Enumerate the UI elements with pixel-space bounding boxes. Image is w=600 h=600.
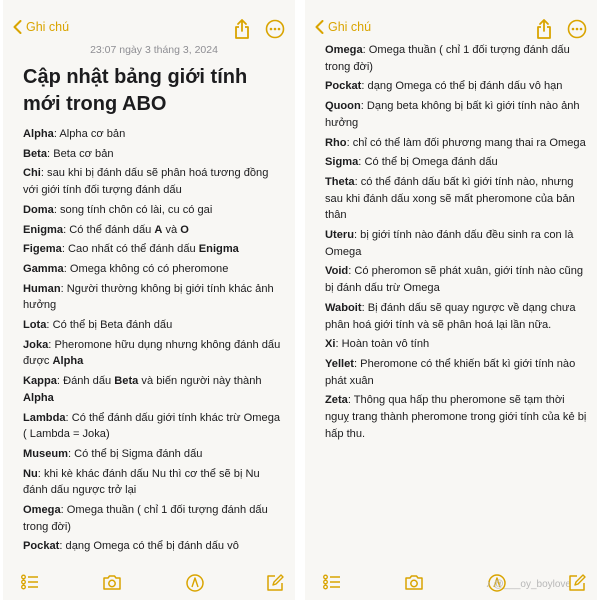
entry-emphasis: Beta	[114, 375, 139, 388]
entry-joka	[23, 337, 285, 370]
entry-description: : Alpha cơ bản	[53, 128, 126, 140]
entry-emphasis: A	[154, 223, 163, 236]
bottom-toolbar	[3, 564, 295, 600]
entry-description: : Có thể đánh dấu	[63, 223, 155, 236]
entry-theta	[325, 174, 587, 224]
entry-enigma	[23, 222, 285, 239]
entry-description: : Người thường không bị giới tính khác ảnh hưởng	[23, 282, 274, 312]
entry-lota	[23, 317, 285, 334]
entry-description: : dạng Omega có thể bị đánh dấu vô hạn	[361, 80, 563, 93]
entry-term: Uteru	[325, 229, 354, 242]
entry-description: : Omega không có có pheromone	[63, 262, 229, 275]
entry-emphasis: Enigma	[198, 243, 239, 256]
entry-description: : Cao nhất có thể đánh dấu	[61, 243, 199, 256]
entry-sigma	[325, 154, 587, 171]
entry-quoon	[325, 98, 587, 131]
entry-term: Theta	[325, 175, 355, 188]
entry-term: Yellet	[325, 357, 354, 370]
entry-term: Void	[325, 265, 349, 278]
entry-term: Doma	[23, 203, 54, 216]
entry-alpha	[23, 126, 285, 143]
note-body[interactable]	[23, 44, 285, 558]
entry-pockat	[23, 538, 285, 555]
entry-description: : chỉ có thể làm đối phương mang thai ra Omega	[346, 136, 586, 149]
entry-description: : Có pheromon sẽ phát xuân, giới tính nào cũng bị đánh dấu trừ Omega	[325, 265, 584, 295]
entry-description: : Có thể bị Beta đánh dấu	[46, 319, 173, 332]
entry-gamma	[23, 261, 285, 278]
entry-term: Nu	[23, 467, 38, 480]
entry-term: Kappa	[23, 375, 57, 388]
entry-term: Waboit	[325, 301, 362, 314]
entry-emphasis: O	[180, 223, 189, 236]
entry-description: : sau khi bị đánh dấu sẽ phân hoá tương đồng với giới tính đối tượng đánh dấu	[23, 167, 269, 197]
entry-term: Xi	[325, 338, 336, 351]
compose-icon[interactable]	[266, 574, 284, 592]
entry-description: : bị giới tính nào đánh dấu đều sinh ra con là Omega	[325, 229, 574, 258]
entry-term: Lota	[23, 319, 47, 332]
entry-description: : Dạng beta không bị bất kì giới tính nào ảnh hưởng	[325, 100, 580, 129]
entry-description: : Beta cơ bản	[47, 147, 114, 160]
note-title: Cập nhật bảng giới tính mới trong ABO	[23, 66, 248, 115]
entry-term: Rho	[325, 136, 347, 149]
entry-kappa	[23, 373, 285, 406]
entry-omega	[325, 42, 587, 75]
entry-uteru	[325, 227, 587, 260]
entry-description: và	[162, 223, 181, 236]
more-options-icon[interactable]	[567, 19, 587, 39]
entry-description: : Thông qua hấp thu pheromone sẽ tạm thời nguỵ trang thành pheromone trong giới tính của kẻ bị hấp thu.	[325, 394, 587, 440]
entry-zeta	[325, 392, 587, 442]
entry-description: : Omega thuần ( chỉ 1 đối tượng đánh dấu trong đời)	[325, 44, 570, 73]
entry-description: : Có thể bị Sigma đánh dấu	[68, 447, 203, 460]
checklist-icon[interactable]	[323, 574, 341, 590]
entry-term: Enigma	[23, 223, 64, 236]
entry-nu	[23, 466, 285, 499]
entry-description: : Đánh dấu	[56, 375, 115, 388]
compose-icon[interactable]	[568, 574, 586, 592]
note-pane-right	[305, 0, 597, 600]
entry-yellet	[325, 356, 587, 389]
bottom-toolbar	[305, 564, 597, 600]
camera-icon[interactable]	[102, 574, 122, 590]
entry-description: : Có thể bị Omega đánh dấu	[358, 156, 498, 169]
share-icon[interactable]	[233, 18, 251, 40]
entry-term: Lambda	[23, 411, 66, 424]
entry-description: : Omega thuần ( chỉ 1 đối tượng đánh dấu trong đời)	[23, 504, 268, 533]
entry-term: Museum	[23, 447, 68, 460]
nav-bar	[305, 18, 597, 42]
entry-human	[23, 281, 285, 314]
entry-list	[325, 42, 587, 442]
entry-description: : có thể đánh dấu bất kì giới tính nào, nhưng sau khi đánh dấu xong sẽ mất pheromone của bản thân	[325, 175, 575, 222]
entry-chi	[23, 165, 285, 198]
entry-term: Beta	[23, 147, 48, 160]
entry-term: Figema	[23, 243, 62, 256]
entry-doma	[23, 202, 285, 219]
back-button[interactable]	[13, 20, 69, 34]
entry-term: Joka	[23, 338, 49, 351]
watermark: ♪ @___oy_boylove	[485, 579, 571, 590]
entry-void	[325, 263, 587, 296]
entry-term: Quoon	[325, 100, 361, 113]
entry-description: : Bị đánh dấu sẽ quay ngược về dạng chưa phân hoá giới tính và sẽ phân hoá lại lần nữa.	[325, 301, 576, 331]
entry-term: Omega	[23, 504, 61, 517]
entry-description: : Pheromone hữu dụng nhưng không đánh dấu được	[23, 338, 281, 368]
entry-lambda	[23, 410, 285, 443]
entry-term: Human	[23, 282, 61, 295]
back-button[interactable]	[315, 20, 371, 34]
entry-description: : Pheromone có thể khiến bất kì giới tính nào phát xuân	[325, 357, 576, 387]
entry-beta	[23, 146, 285, 163]
entry-term: Gamma	[23, 262, 64, 275]
entry-emphasis: Alpha	[23, 391, 54, 404]
entry-figema	[23, 241, 285, 258]
nav-bar	[3, 18, 295, 42]
entry-description: : Hoàn toàn vô tính	[335, 338, 430, 351]
camera-icon[interactable]	[404, 574, 424, 590]
entry-waboit	[325, 300, 587, 333]
checklist-icon[interactable]	[21, 574, 39, 590]
note-body[interactable]	[325, 42, 587, 445]
entry-description: : dạng Omega có thể bị đánh dấu vô	[59, 540, 239, 553]
entry-term: Pockat	[23, 540, 60, 553]
entry-description: : song tính chôn có lài, cu có gai	[53, 203, 213, 216]
entry-description: : khi kè khác đánh dấu Nu thì cơ thể sẽ bị Nu đánh dấu ngược trở lại	[23, 467, 260, 497]
entry-xi	[325, 336, 587, 353]
note-pane-left	[3, 0, 295, 600]
markup-pen-icon[interactable]	[186, 574, 204, 592]
entry-museum	[23, 446, 285, 463]
entry-term: Alpha	[23, 128, 54, 140]
entry-rho	[325, 135, 587, 152]
entry-description: và biến người này thành	[138, 375, 262, 388]
entry-term: Omega	[325, 44, 363, 56]
back-label: Ghi chú	[328, 20, 372, 34]
chevron-left-icon	[13, 20, 22, 34]
more-options-icon[interactable]	[265, 19, 285, 39]
entry-term: Zeta	[325, 394, 348, 407]
back-label: Ghi chú	[26, 20, 70, 34]
entry-emphasis: Alpha	[52, 355, 84, 368]
entry-term: Sigma	[325, 156, 359, 169]
entry-term: Pockat	[325, 80, 362, 93]
entry-description: : Có thể đánh dấu giới tính khác trừ Omega ( Lambda = Joka)	[23, 411, 281, 441]
entry-term: Chi	[23, 167, 41, 180]
entry-pockat	[325, 78, 587, 95]
entry-omega	[23, 502, 285, 535]
share-icon[interactable]	[535, 18, 553, 40]
entry-list	[23, 126, 285, 555]
chevron-left-icon	[315, 20, 324, 34]
note-date: 23:07 ngày 3 tháng 3, 2024	[90, 44, 218, 56]
